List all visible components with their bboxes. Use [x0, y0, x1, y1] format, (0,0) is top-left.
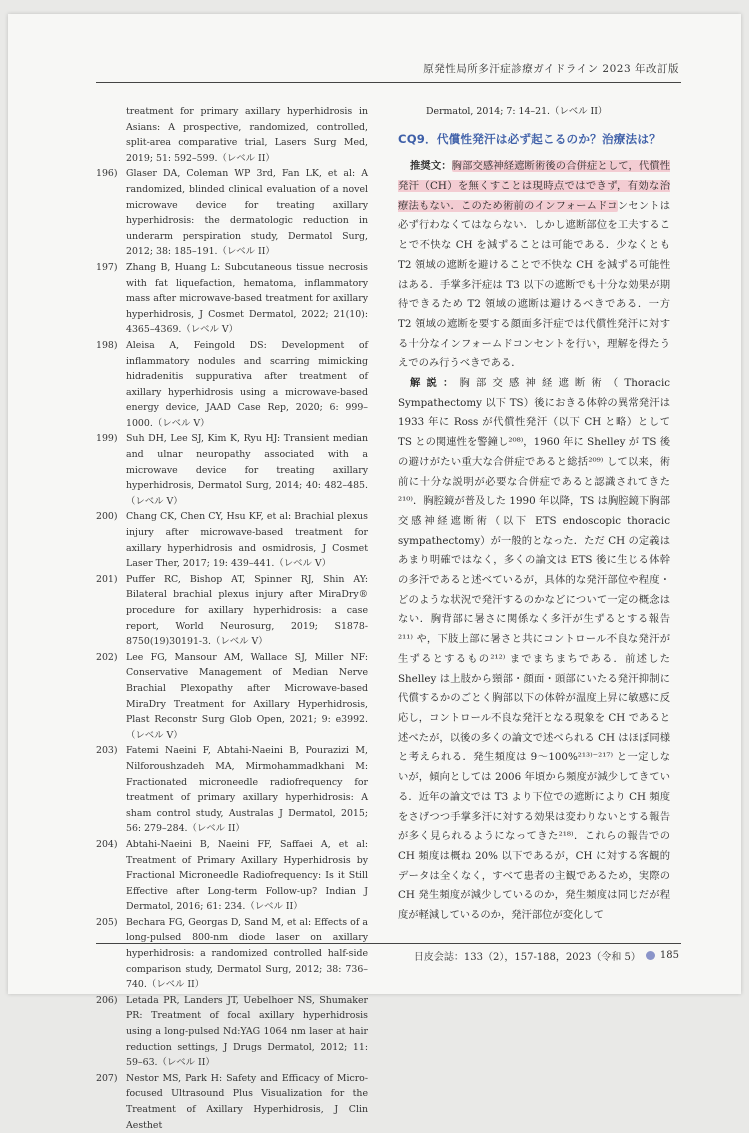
reference-number: 199) — [96, 433, 118, 445]
running-head: 原発性局所多汗症診療ガイドライン 2023 年改訂版 — [423, 63, 679, 75]
reference-item — [96, 509, 368, 571]
continued-reference: Dermatol, 2014; 7: 14–21.（レベル II） — [426, 106, 608, 117]
footer-rule — [96, 943, 681, 944]
recommendation-label: 推奨文： — [410, 160, 452, 173]
reference-number: 203) — [96, 745, 118, 757]
reference-item — [96, 1071, 368, 1133]
reference-text: Puffer RC, Bishop AT, Spinner RJ, Shin AY: Bilateral brachial plexus injury after MiraDry® procedure for axillary hyperhidrosis: a case report, World Neurosurg, 2019; S1878-8750(19)30191-3.（レベル V） — [126, 573, 368, 648]
reference-number: 198) — [96, 339, 118, 351]
reference-item — [96, 837, 368, 915]
reference-number: 197) — [96, 261, 118, 273]
reference-item — [96, 338, 368, 432]
reference-text: Aleisa A, Feingold DS: Development of inflammatory nodules and scarring mimicking hidradenitis suppurativa after treatment of axillary hyperhidrosis using a microwave-based energy device, JAAD Case Rep, 2020; 6: 999–1000.（レベル V） — [126, 339, 368, 429]
reference-item — [96, 104, 368, 166]
reference-item — [96, 915, 368, 993]
reference-number: 204) — [96, 838, 118, 850]
reference-text: Abtahi-Naeini B, Naeini FF, Saffaei A, et al: Treatment of Primary Axillary Hyperhidrosis by Fractional Microneedle Radiofrequency: Is it Still Effective after Long-term Follow-up? Indian J Dermatol, 2016; 61: 234.（レベル II） — [126, 838, 368, 913]
reference-number: 205) — [96, 916, 118, 928]
reference-text: Zhang B, Huang L: Subcutaneous tissue necrosis with fat liquefaction, hematoma, inflammatory mass after microwave-based treatment for axillary hyperhidrosis, J Cosmet Dermatol, 2022; 21(10): 4365–4369.（レベル V） — [126, 261, 368, 336]
references-column — [96, 104, 368, 1133]
reference-item — [96, 993, 368, 1071]
recommendation-text: ンセントは必ず行わなくてはならない．しかし遮断部位を工夫することで不快な CH を減ずることは可能である．少なくとも T2 領域の遮断を避けることで不快な CH を減ずる可能性はある．手掌多汗症は T3 以下の遮断でも十分な効果が期待できるため T2 領域の遮断は避けるべきである．一方 T2 領域の遮断を要する顔面多汗症では代償性発汗に対する十分なインフォームドコンセントを行い，理解を得たうえでのみ行うべきである． — [398, 199, 671, 370]
page-number: 185 — [659, 950, 679, 961]
reference-number: 207) — [96, 1072, 118, 1084]
reference-text: Lee FG, Mansour AM, Wallace SJ, Miller NF: Conservative Management of Median Nerve Brachial Plexopathy after Microwave-based MiraDry Treatment for Axillary Hyperhidrosis, Plast Reconstr Surg Glob Open, 2021; 9: e3992.（レベル V） — [126, 651, 368, 741]
reference-item — [96, 166, 368, 260]
reference-text: Glaser DA, Coleman WP 3rd, Fan LK, et al: A randomized, blinded clinical evaluation of a novel microwave device for treating axillary hyperhidrosis: the dermatologic reduction in underarm perspiration study, Dermatol Surg, 2012; 38: 185–191.（レベル II） — [126, 168, 368, 258]
reference-item — [96, 260, 368, 338]
reference-text: Suh DH, Lee SJ, Kim K, Ryu HJ: Transient median and ulnar neuropathy associated with a microwave device for treating axillary hyperhidrosis, Dermatol Surg, 2014; 40: 482–485.（レベル V） — [126, 433, 368, 507]
reference-number: 196) — [96, 168, 118, 180]
cq-heading: CQ9．代償性発汗は必ず起こるのか？治療法は？ — [398, 131, 661, 146]
document-page — [8, 14, 741, 1131]
journal-citation: 日皮会誌：133（2），157-188，2023（令和 5） — [413, 952, 641, 963]
reference-text: Nestor MS, Park H: Safety and Efficacy of Micro-focused Ultrasound Plus Visualization for the Treatment of Axillary Hyperhidrosis, J Clin Aesthet — [126, 1072, 368, 1131]
reference-text: Fatemi Naeini F, Abtahi-Naeini B, Pourazizi M, Nilforoushzadeh MA, Mirmohammadkhani M: Fractionated microneedle radiofrequency for treatment of primary axillary hyperhidrosis: A sham control study, Australas J Dermatol, 2015; 56: 279–284.（レベル II） — [126, 745, 368, 835]
bullet-icon — [646, 951, 655, 960]
reference-item — [96, 650, 368, 744]
reference-text: Chang CK, Chen CY, Hsu KF, et al: Brachial plexus injury after microwave-based treatment for axillary hyperhidrosis and osmidrosis, J Cosmet Laser Ther, 2017; 19: 439–441.（レベル V） — [126, 511, 368, 570]
reference-number: 201) — [96, 573, 118, 585]
highlighted-text: 胸部交感神経遮断術後の合併症として，代償性発汗（CH）を無くすことは現時点ではできず，有効な治療法もない．このため術前のインフォームドコ — [398, 160, 671, 212]
reference-text: Bechara FG, Georgas D, Sand M, et al: Effects of a long-pulsed 800-nm diode laser on axillary hyperhidrosis: a randomized controlled half-side comparison study, Dermatol Surg, 2012; 38: 736–740.（レベル II） — [126, 916, 368, 991]
explanation-text: 胸部交感神経遮断術（Thoracic Sympathectomy 以下 TS）後におきる体幹の異常発汗は 1933 年に Ross が代償性発汗（以下 CH と略）として TS との関連性を警鐘し²⁰⁸⁾，1960 年に Shelley が TS 後の避けがたい重大な合併症であると総括²⁰⁹⁾ して以来，術前に十分な説明が必要な合併症であると認識されてきた²¹⁰⁾．胸腔鏡が普及した 1990 年以降，TS は胸腔鏡下胸部交感神経遮断術（以下 ETS endoscopic thoracic sympathectomy）が一般的となった．ただ CH の定義はあまり明確ではなく，多くの論文は ETS 後に生じる体幹の多汗であると述べているが，具体的な発汗部位や程度・どのような状況で発汗するのかなどについて一定の概念はない．胸背部に暑さに関係なく多汗が生ずるとする報告²¹¹⁾ や，下肢上部に暑さと共にコントロール不良な発汗が生ずるとするもの²¹²⁾ までまちまちである．前述した Shelley は上肢から頸部・顔面・頭部にいたる発汗抑制に代償するかのごとく胸部以下の体幹が温度上昇に敏感に反応し，コントロール不良な発汗となる現象を CH であると述べたが，以後の多くの論文で述べられる CH はほぼ同様と考えられる．発生頻度は 9～100%²¹³⁾⁻²¹⁷⁾ と一定しないが，傾向としては 2006 年頃から頻度が減少してきている．近年の論文では T3 より下位での遮断により CH 頻度をさげつつ手掌多汗に対する効果は変わりないとする報告が多く見られるようになってきた²¹⁸⁾．これらの報告での CH 頻度は概ね 20% 以下であるが，CH に対する客観的データは全くなく，すべて患者の主観であるため，実際の CH 発生頻度が減少しているのか，発生頻度は同じだが程度が軽減しているのか，発汗部位が変化して — [398, 377, 670, 922]
reference-text: Letada PR, Landers JT, Uebelhoer NS, Shumaker PR: Treatment of focal axillary hyperhidrosis using a long-pulsed Nd:YAG 1064 nm laser at hair reduction settings, J Drugs Dermatol, 2012; 11: 59–63.（レベル II） — [126, 994, 368, 1069]
reference-item — [96, 572, 368, 650]
reference-text: treatment for primary axillary hyperhidrosis in Asians: A prospective, randomized, controlled, split-area comparative trial, Lasers Surg Med, 2019; 51: 592–599.（レベル II） — [126, 106, 368, 164]
page-footer — [414, 948, 679, 963]
reference-item — [96, 743, 368, 837]
reference-number: 202) — [96, 651, 118, 663]
reference-item — [96, 431, 368, 509]
explanation-paragraph — [398, 374, 670, 926]
header-rule — [96, 82, 681, 83]
recommendation-paragraph — [398, 157, 670, 374]
explanation-label: 解説： — [410, 377, 460, 390]
reference-number: 200) — [96, 511, 118, 523]
reference-number: 206) — [96, 994, 118, 1006]
body-column — [398, 104, 670, 926]
